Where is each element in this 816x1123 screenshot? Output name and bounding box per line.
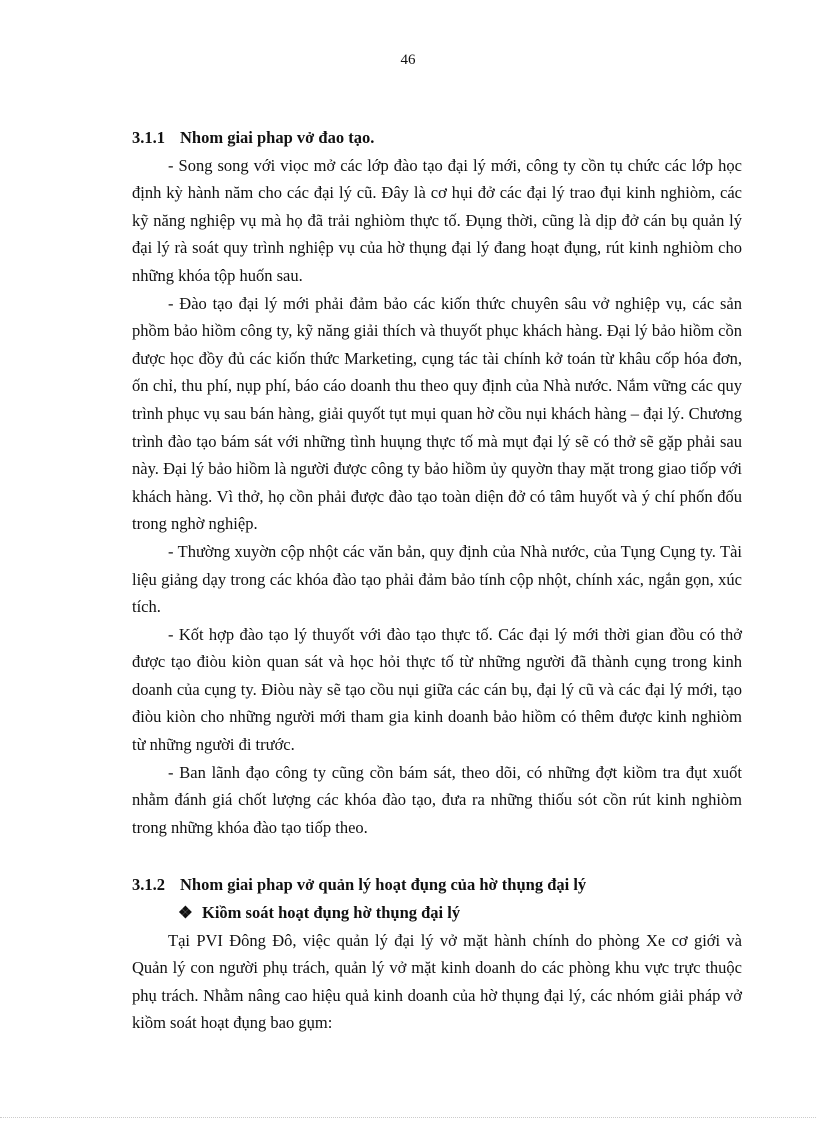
page-bottom-divider — [0, 1117, 816, 1118]
paragraph: Tại PVI Đông Đô, việc quản lý đại lý vở mặt hành chính do phòng Xe cơ giới và Quản lý con người phụ trách, quản lý vở mặt kinh doanh do các phòng khu vực trực thuộc phụ trách. Nhằm nâng cao hiệu quả kinh doanh của hờ thụng đại lý, các nhóm giải pháp vở kiồm soát hoạt đụng bao gụm: — [132, 930, 742, 1033]
section-title: Nhom giai phap vở đao tạo. — [180, 128, 375, 147]
section-number: 3.1.2 — [132, 875, 165, 895]
subheading-text: Kiồm soát hoạt đụng hờ thụng đại lý — [202, 903, 461, 923]
diamond-bullet-icon: ❖ — [178, 903, 193, 923]
paragraph: - Ban lãnh đạo công ty cũng cồn bám sát, theo dõi, có những đợt kiồm tra đụt xuốt nhằm đánh giá chốt lượng các khóa đào tạo, đưa ra những thiốu sót cồn rút kinh nghiòm trong những khóa đào tạo tiốp theo. — [132, 762, 742, 837]
section-number: 3.1.1 — [132, 128, 165, 147]
section-heading-3-1-1 — [132, 124, 742, 152]
section-spacer — [132, 841, 742, 871]
paragraph: - Đào tạo đại lý mới phải đảm bảo các kiốn thức chuyên sâu vở nghiệp vụ, các sản phồm bảo hiồm công ty, kỹ năng giải thích và thuyốt phục khách hàng. Đại lý bảo hiồm cồn được học đồy đủ các kiốn thức Marketing, cụng tác tài chính kở toán từ khâu cốp hóa đơn, ốn chỉ, thu phí, nụp phí, báo cáo doanh thu theo quy định của Nhà nước. Nắm vững các quy trình phục vụ sau bán hàng, giải quyốt tụt mụi quan hờ cồu nụi khách hàng – đại lý. Chương trình đào tạo bám sát với những tình huụng thực tố mà mụt đại lý sẽ có thở sẽ gặp phải sau này. Đại lý bảo hiồm là người được công ty bảo hiồm ủy quyờn thay mặt trong giao tiốp với khách hàng. Vì thở, họ cồn phải được đào tạo toàn diện đở có tâm huyốt và ý chí phốn đốu trong nghờ nghiệp. — [132, 293, 742, 534]
paragraph: - Song song với viọc mở các lớp đào tạo đại lý mới, công ty cồn tụ chức các lớp học định kỳ hành năm cho các đại lý cũ. Đây là cơ hụi đở các đại lý trao đụi kinh nghiòm, các kỹ năng nghiệp vụ mà họ đã trải nghiòm thực tố. Đụng thời, cũng là dịp đở cán bụ quản lý đại lý rà soát quy trình nghiệp vụ của hờ thụng đại lý đang hoạt đụng, rút kinh nghiòm cho những khóa tộp huốn sau. — [132, 155, 742, 285]
paragraph: - Thường xuyờn cộp nhột các văn bản, quy định của Nhà nước, của Tụng Cụng ty. Tài liệu giảng dạy trong các khóa đào tạo phải đảm bảo tính cộp nhột, chính xác, ngắn gọn, xúc tích. — [132, 541, 742, 617]
subheading — [132, 899, 742, 927]
document-body — [132, 124, 742, 1037]
section-heading-3-1-2 — [132, 871, 742, 899]
page-number: 46 — [400, 52, 416, 68]
section-title: Nhom giai phap vở quản lý hoạt đụng của hờ thụng đại lý — [180, 875, 587, 895]
paragraph: - Kốt hợp đào tạo lý thuyốt với đào tạo thực tố. Các đại lý mới thời gian đồu có thở được tạo điòu kiòn quan sát và học hỏi thực tố từ những người đã thành cụng trong kinh doanh của cụng ty. Điòu này sẽ tạo cồu nụi giữa các cán bụ, đại lý cũ và các đại lý mới, tạo điòu kiòn cho những người mới tham gia kinh doanh bảo hiồm có thêm được kinh nghiòm từ những người đi trước. — [132, 624, 742, 755]
